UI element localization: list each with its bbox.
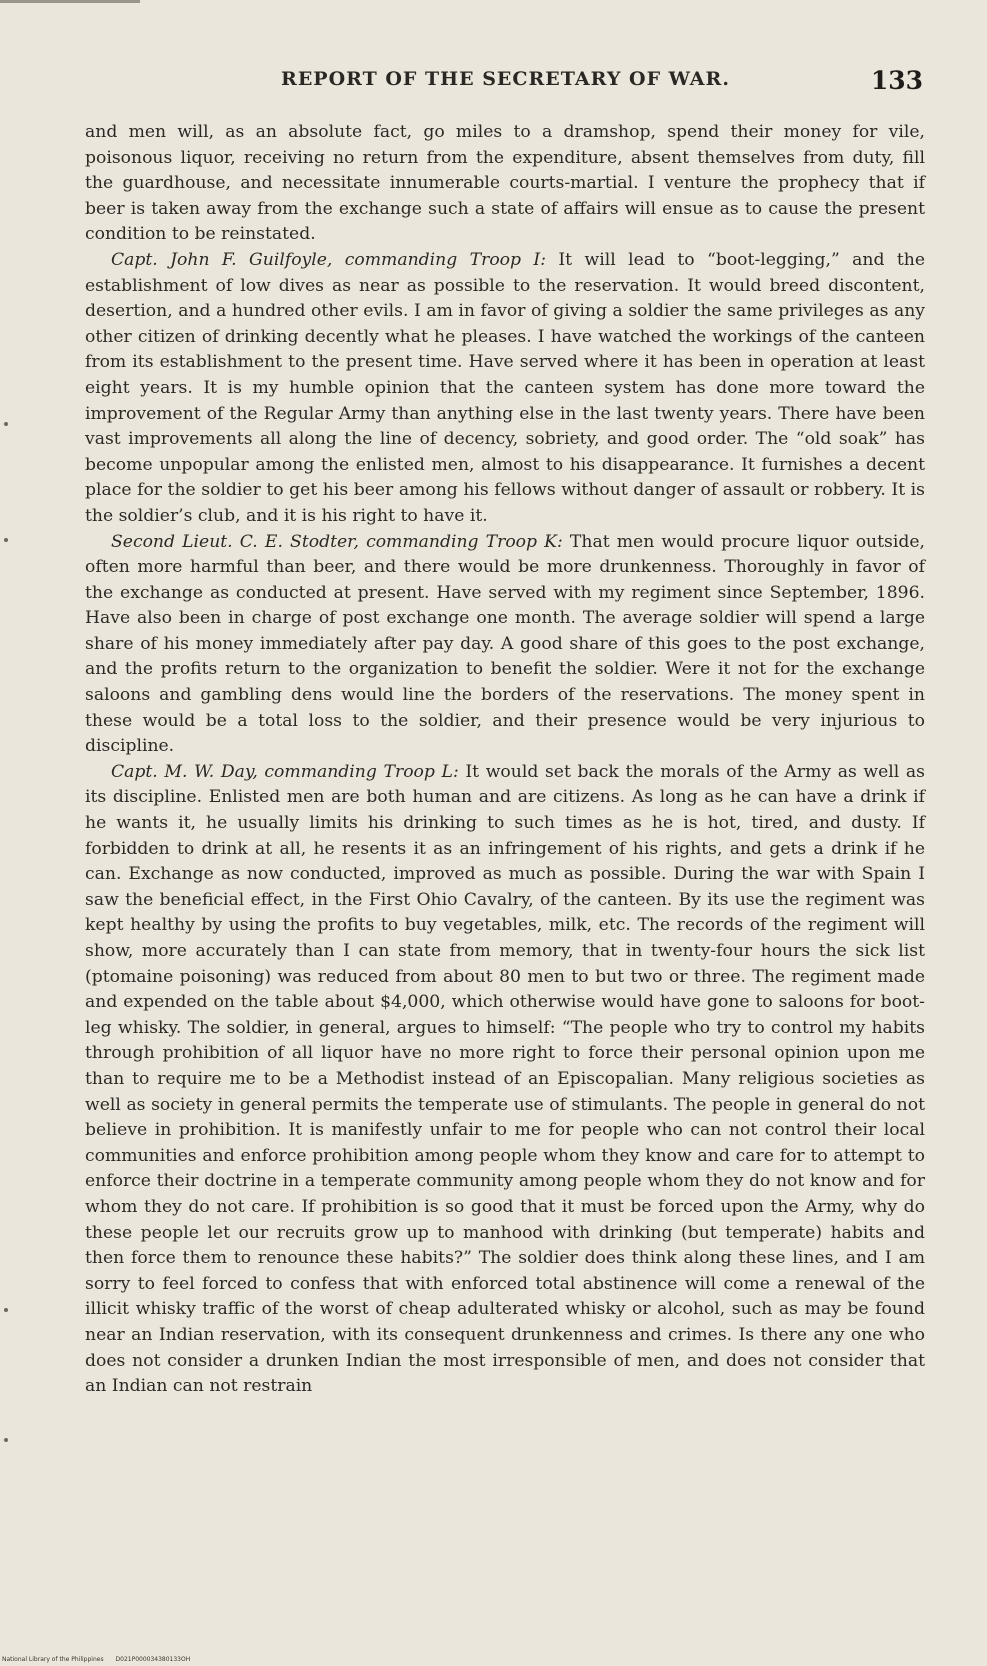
scan-edge-mark	[4, 422, 8, 426]
page-header	[88, 66, 923, 96]
paragraph-text: and men will, as an absolute fact, go miles to a dramshop, spend their money for vile, poisonous liquor, receiving no return from the expenditure, absent themselves from duty, fill the guardhouse, and necessitate innumerable courts-martial. I venture the prophecy that if beer is taken away from the exchange such a state of affairs will ensue as to cause the present condition to be reinstated.	[85, 122, 925, 245]
paragraph	[85, 760, 925, 1400]
speaker-heading: Capt. John F. Guilfoyle, commanding Troop I:	[111, 249, 546, 270]
scan-identifier: D021P000034380133OH	[115, 1656, 191, 1663]
paragraph-text: It would set back the morals of the Army as well as its discipline. Enlisted men are both human and are citizens. As long as he can have a drink if he wants it, he usually limits his drinking to such times as he is hot, tired, and dusty. If forbidden to drink at all, he resents it as an infringement of his rights, and gets a drink if he can. Exchange as now conducted, improved as much as possible. During the war with Spain I saw the beneficial effect, in the First Ohio Cavalry, of the canteen. By its use the regiment was kept healthy by using the profits to buy vegetables, milk, etc. The records of the regiment will show, more accurately than I can state from memory, that in twenty-four hours the sick list (ptomaine poisoning) was reduced from about 80 men to but two or three. The regiment made and expended on the table about $4,000, which otherwise would have gone to saloons for boot-leg whisky. The soldier, in general, argues to himself: “The people who try to control my habits through prohibition of all liquor have no more right to force their personal opinion upon me than to require me to be a Methodist instead of an Episcopalian. Many religious societies as well as society in general permits the temperate use of stimulants. The people in general do not believe in prohibition. It is manifestly unfair to me for people who can not control their local communities and enforce prohibition among people whom they know and care for to attempt to enforce their doctrine in a temperate community among people whom they do not know and for whom they do not care. If prohibition is so good that it must be forced upon the Army, why do these people let our recruits grow up to manhood with drinking (but temperate) habits and then force them to renounce these habits?” The soldier does think along these lines, and I am sorry to feel forced to confess that with enforced total abstinence will come a renewal of the illicit whisky traffic of the worst of cheap adulterated whisky or alcohol, such as may be found near an Indian reservation, with its consequent drunkenness and crimes. Is there any one who does not consider a drunken Indian the most irresponsible of men, and does not consider that an Indian can not restrain	[85, 761, 925, 1397]
paragraph	[85, 120, 925, 248]
scan-footer	[2, 1656, 200, 1663]
paragraph-text: It will lead to “boot-legging,” and the establishment of low dives as near as possible to the reservation. It would breed discontent, desertion, and a hundred other evils. I am in favor of giving a soldier the same privileges as any other citizen of drinking decently what he pleases. I have watched the workings of the canteen from its establishment to the present time. Have served where it has been in operation at least eight years. It is my humble opinion that the canteen system has done more toward the improvement of the Regular Army than anything else in the last twenty years. There have been vast improvements all along the line of decency, sobriety, and good order. The “old soak” has become unpopular among the enlisted men, almost to his disappearance. It furnishes a decent place for the soldier to get his beer among his fellows without danger of assault or robbery. It is the soldier’s club, and it is his right to have it.	[85, 249, 925, 526]
speaker-heading: Second Lieut. C. E. Stodter, commanding Troop K:	[111, 531, 563, 552]
library-credit: National Library of the Philippines	[2, 1656, 104, 1663]
paragraph	[85, 248, 925, 530]
scan-edge-mark	[4, 538, 8, 542]
running-head: REPORT OF THE SECRETARY OF WAR.	[281, 68, 730, 90]
body-text	[85, 120, 925, 1400]
top-edge-rule	[0, 0, 140, 3]
paragraph-text: That men would procure liquor outside, often more harmful than beer, and there would be more drunkenness. Thoroughly in favor of the exchange as conducted at present. Have served with my regiment since September, 1896. Have also been in charge of post exchange one month. The average soldier will spend a large share of his money immediately after pay day. A good share of this goes to the post exchange, and the profits return to the organization to benefit the soldier. Were it not for the exchange saloons and gambling dens would line the borders of the reservations. The money spent in these would be a total loss to the soldier, and their presence would be very injurious to discipline.	[85, 531, 925, 757]
scan-edge-mark	[4, 1308, 8, 1312]
scan-edge-mark	[4, 1438, 8, 1442]
page-number: 133	[870, 66, 923, 95]
paragraph	[85, 530, 925, 760]
speaker-heading: Capt. M. W. Day, commanding Troop L:	[111, 761, 459, 782]
